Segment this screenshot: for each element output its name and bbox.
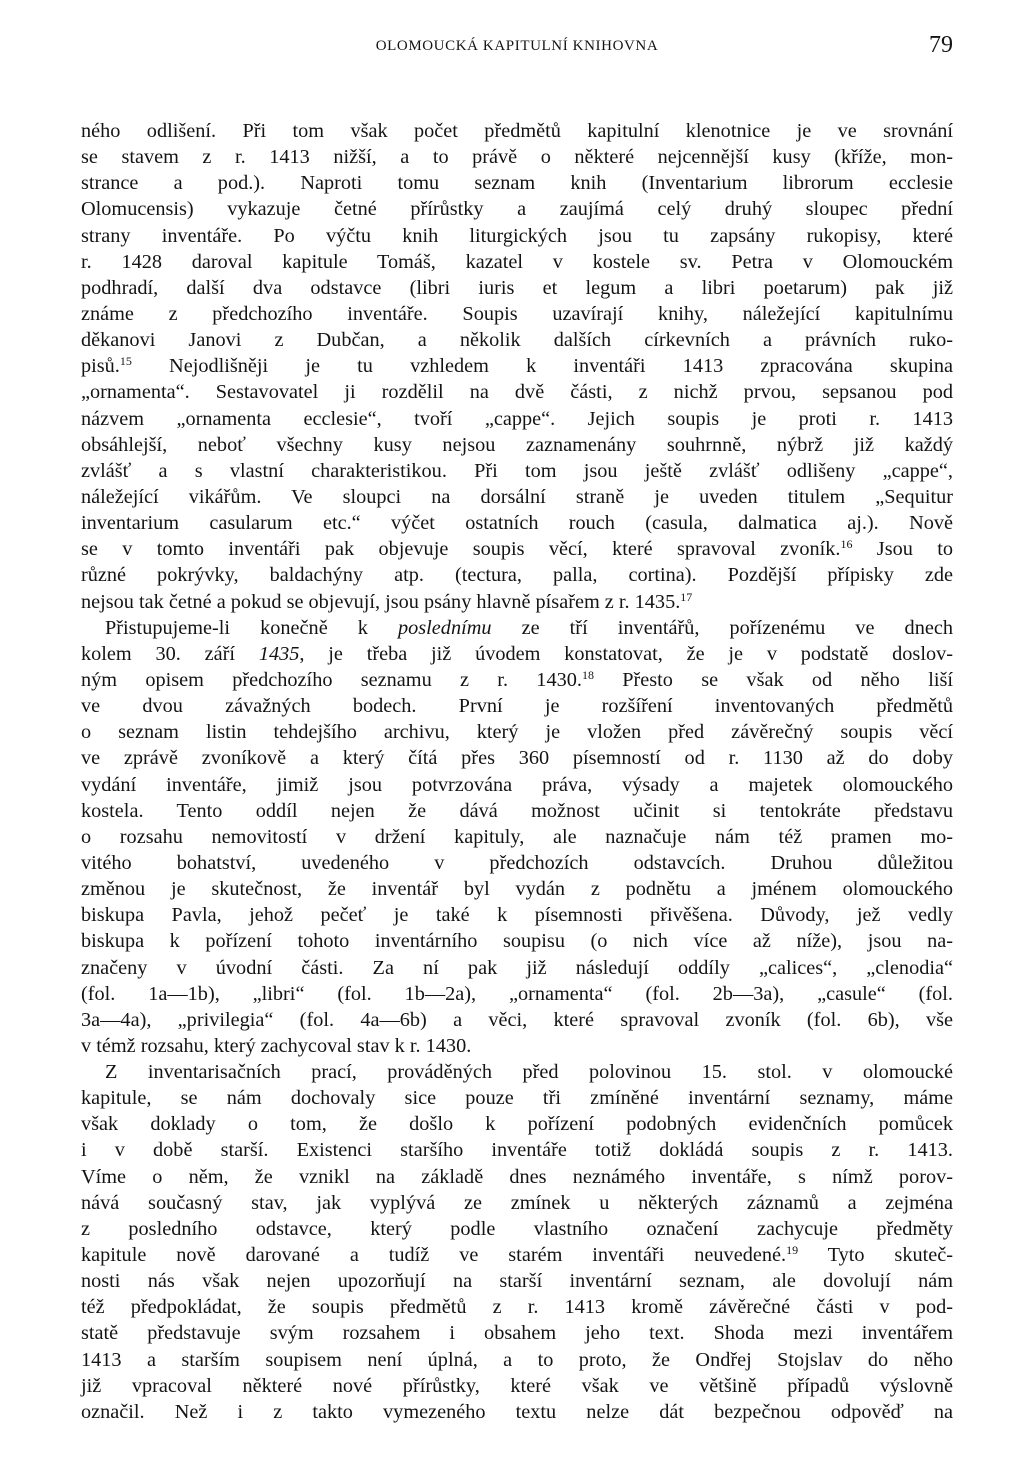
text-run: i v době starší. Existenci staršího inventáře totiž dokládá soupis z r. 1413. [81, 1139, 953, 1162]
text-run: z posledního odstavce, který podle vlastního označení zachycuje předměty [81, 1217, 953, 1240]
text-line [81, 719, 953, 745]
text-run: známe z předchozího inventáře. Soupis uzavírají knihy, náležející kapitulnímu [81, 302, 953, 325]
text-run: ného odlišení. Při tom však počet předmětů kapitulní klenotnice je ve srovnání [81, 120, 953, 142]
text-line [81, 536, 953, 562]
text-line [81, 223, 953, 249]
text-run: v témž rozsahu, který zachycoval stav k r. 1430. [81, 1034, 472, 1057]
text-line [81, 1033, 953, 1059]
text-line [81, 1242, 953, 1268]
text-line [81, 249, 953, 275]
text-line [81, 667, 953, 693]
text-run: (fol. 1a—1b), „libri“ (fol. 1b—2a), „ornamenta“ (fol. 2b—3a), „casule“ (fol. [81, 982, 953, 1005]
text-line [81, 1190, 953, 1216]
text-run: pisů. [81, 355, 120, 378]
footnote-ref: 19 [786, 1243, 799, 1258]
text-line [81, 1216, 953, 1242]
text-run: Z inventarisačních prací, prováděných před polovinou 15. stol. v olomoucké [105, 1061, 953, 1084]
text-run: Jsou to [852, 538, 954, 561]
text-line [81, 981, 953, 1007]
text-line [81, 798, 953, 824]
text-line [81, 1111, 953, 1137]
text-run: kapitule, se nám dochovaly sice pouze tři zmíněné inventární seznamy, máme [81, 1087, 953, 1110]
text-run: Víme o něm, že vznikl na základě dnes neznámého inventáře, s nímž porov- [81, 1165, 953, 1188]
text-line [81, 432, 953, 458]
footnote-ref: 15 [119, 354, 132, 369]
book-page [81, 30, 953, 1425]
text-run: značeny v úvodní části. Za ní pak již následují oddíly „calices“, „clenodia“ [81, 956, 953, 979]
text-run: strany inventáře. Po výčtu knih liturgických jsou tu zapsány rukopisy, které [81, 224, 953, 247]
text-line [81, 406, 953, 432]
text-run: Tyto skuteč- [798, 1244, 953, 1267]
text-line [81, 824, 953, 850]
text-run: nejsou tak četné a pokud se objevují, jsou psány hlavně písařem z r. 1435. [81, 590, 681, 613]
text-run: biskupa k pořízení tohoto inventárního soupisu (o nich více až níže), jsou na- [81, 930, 953, 953]
text-line [81, 1294, 953, 1320]
text-run: změnou je skutečnost, že inventář byl vydán z podnětu a jménem olomouckého [81, 878, 953, 901]
text-run: statě představuje svým rozsahem i obsahem jeho text. Shoda mezi inventářem [81, 1322, 953, 1345]
text-run: kostela. Tento oddíl nejen že dává možnost učinit si tentokráte představu [81, 799, 953, 822]
text-run: biskupa Pavla, jehož pečeť je také k písemnosti přivěšena. Důvody, jež vedly [81, 904, 953, 927]
page-number: 79 [929, 32, 953, 58]
text-run: vitého bohatství, uvedeného v předchozích odstavcích. Druhou důležitou [81, 851, 953, 874]
text-line [81, 510, 953, 536]
text-line [81, 1007, 953, 1033]
text-line [81, 458, 953, 484]
text-run: ze tří inventářů, pořízenému ve dnech [491, 616, 953, 639]
text-run: označil. Než i z takto vymezeného textu nelze dát bezpečnou odpověď na [81, 1400, 953, 1423]
text-run: názvem „ornamenta ecclesie“, tvoří „cappe“. Jejich soupis je proti r. 1413 [81, 407, 953, 430]
text-run: kapitule nově darované a tudíž ve starém inventáři neuvedené. [81, 1244, 787, 1267]
text-run: o seznam listin tehdejšího archivu, který je vložen před závěrečný soupis věcí [81, 721, 953, 744]
text-line [81, 850, 953, 876]
text-run: Přesto se však od něho liší [593, 668, 953, 691]
text-run: inventarium casularum etc.“ výčet ostatních rouch (casula, dalmatica aj.). Nově [81, 512, 953, 535]
text-run: Přistupujeme-li konečně k [105, 616, 398, 639]
text-line [81, 1268, 953, 1294]
text-run: se stavem z r. 1413 nižší, a to právě o některé nejcennější kusy (kříže, mon- [81, 146, 953, 169]
text-run: náležející vikářům. Ve sloupci na dorsální straně je uveden titulem „Sequitur [81, 485, 953, 508]
text-line [81, 562, 953, 588]
running-title: OLOMOUCKÁ KAPITULNÍ KNIHOVNA [375, 38, 659, 54]
text-run: se v tomto inventáři pak objevuje soupis věcí, které spravoval zvoník. [81, 538, 841, 561]
text-run: ve dvou závažných bodech. První je rozšíření inventovaných předmětů [81, 695, 953, 718]
text-run: vydání inventáře, jimiž jsou potvrzována práva, výsady a majetek olomouckého [81, 773, 953, 796]
text-run: o rozsahu nemovitostí v držení kapituly, ale naznačuje nám též pramen mo- [81, 825, 953, 848]
text-line [81, 1085, 953, 1111]
text-line [81, 327, 953, 353]
text-run: Olomucensis) vykazuje četné přírůstky a zaujímá celý druhý sloupec přední [81, 198, 953, 221]
text-run: již vpracoval některé nové přírůstky, které však ve většině případů výslovně [81, 1374, 953, 1397]
text-line [81, 1320, 953, 1346]
text-line [81, 196, 953, 222]
text-run: nosti nás však nejen upozorňují na starší inventární seznam, ale dovolují nám [81, 1270, 953, 1293]
text-line [81, 118, 953, 144]
text-run: též předpokládat, že soupis předmětů z r. 1413 kromě závěrečné části v pod- [81, 1296, 953, 1319]
text-line [81, 1137, 953, 1163]
text-run: různé pokrývky, baldachýny atp. (tectura, palla, cortina). Pozdější přípisky zde [81, 564, 953, 587]
text-run: obsáhlejší, neboť všechny kusy nejsou zaznamenány souhrnně, nýbrž již každý [81, 433, 953, 456]
footnote-ref: 16 [840, 537, 853, 552]
text-line [81, 275, 953, 301]
text-run: 3a—4a), „privilegia“ (fol. 4a—6b) a věci, které spravoval zvoník (fol. 6b), vše [81, 1008, 953, 1031]
text-line [81, 1347, 953, 1373]
footnote-ref: 18 [581, 667, 594, 682]
text-line [81, 170, 953, 196]
text-run: kolem 30. září [81, 642, 259, 665]
text-line [81, 928, 953, 954]
text-run: děkanovi Janovi z Dubčan, a několik dalších církevních a právních ruko- [81, 329, 953, 352]
text-run: , je třeba již úvodem konstatovat, že je v podstatě doslov- [299, 642, 953, 665]
text-line [81, 1373, 953, 1399]
text-run: „ornamenta“. Sestavovatel ji rozdělil na dvě části, z nichž prvou, sepsanou pod [81, 381, 953, 404]
text-line [81, 641, 953, 667]
text-line [81, 144, 953, 170]
text-line [81, 693, 953, 719]
text-run: r. 1428 daroval kapitule Tomáš, kazatel v kostele sv. Petra v Olomouckém [81, 250, 953, 273]
body-text [81, 118, 953, 1425]
text-run: ve zprávě zvoníkově a který čítá přes 360 písemností od r. 1130 až do doby [81, 747, 953, 770]
italic-text: poslednímu [398, 616, 492, 639]
text-line [81, 1059, 953, 1085]
text-line [81, 379, 953, 405]
text-run: zvlášť a s vlastní charakteristikou. Při tom jsou ještě zvlášť odlišeny „cappe“, [81, 459, 953, 482]
text-line [81, 902, 953, 928]
running-head [81, 30, 953, 70]
text-line [81, 745, 953, 771]
text-run: 1413 a starším soupisem není úplná, a to proto, že Ondřej Stojslav do něho [81, 1348, 953, 1371]
text-line [81, 301, 953, 327]
text-run: ným opisem předchozího seznamu z r. 1430. [81, 668, 582, 691]
footnote-ref: 17 [680, 589, 693, 604]
text-run: nává současný stav, jak vyplývá ze zmínek u některých záznamů a zejména [81, 1191, 953, 1214]
text-line [81, 955, 953, 981]
text-line [81, 1164, 953, 1190]
text-run: však doklady o tom, že došlo k pořízení podobných evidenčních pomůcek [81, 1113, 953, 1136]
text-run: strance a pod.). Naproti tomu seznam knih (Inventarium librorum ecclesie [81, 172, 953, 195]
text-run: podhradí, další dva odstavce (libri iuris et legum a libri poetarum) pak již [81, 276, 953, 299]
text-line [81, 589, 953, 615]
text-line [81, 772, 953, 798]
text-line [81, 353, 953, 379]
text-line [81, 1399, 953, 1425]
text-line [81, 876, 953, 902]
text-line [81, 484, 953, 510]
text-line [81, 615, 953, 641]
text-run: Nejodlišněji je tu vzhledem k inventáři 1413 zpracována skupina [131, 355, 953, 378]
italic-text: 1435 [258, 642, 300, 665]
